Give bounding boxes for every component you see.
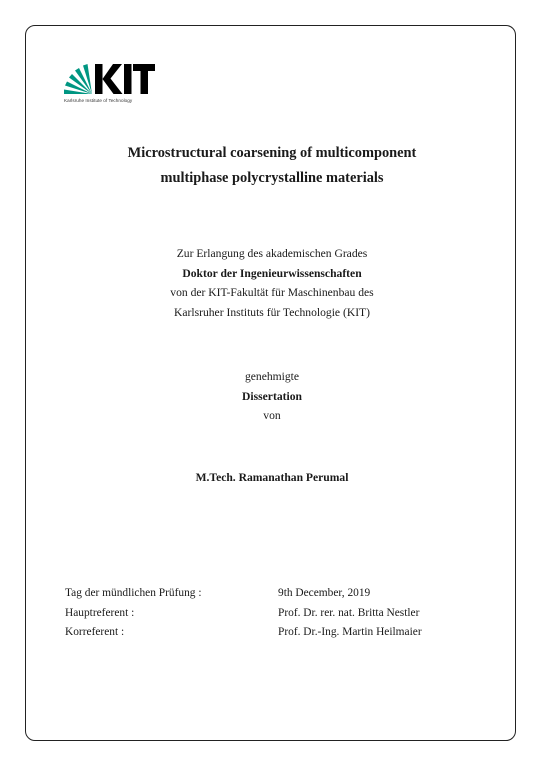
detail-label: Korreferent :	[65, 626, 125, 638]
title-line-1: Microstructural coarsening of multicomponent	[127, 145, 417, 161]
kit-logo-mark	[64, 62, 156, 98]
approval-line-2: Dissertation	[242, 389, 302, 403]
degree-line-1: Zur Erlangung des akademischen Grades	[176, 247, 368, 260]
kit-fan-icon	[64, 64, 92, 94]
detail-value: 9th December, 2019	[278, 587, 371, 599]
approval-line-3: von	[263, 409, 281, 422]
degree-name: Doktor der Ingenieurwissenschaften	[182, 266, 362, 280]
detail-row	[65, 604, 422, 624]
exam-details	[65, 584, 422, 643]
degree-statement	[40, 244, 504, 322]
dissertation-title	[40, 141, 504, 191]
detail-label: Tag der mündlichen Prüfung :	[65, 587, 202, 599]
kit-logo	[64, 62, 156, 106]
degree-line-4: Karlsruher Instituts für Technologie (KIT)	[173, 305, 370, 319]
detail-label: Hauptreferent :	[65, 606, 135, 619]
detail-value: Prof. Dr.-Ing. Martin Heilmaier	[278, 626, 422, 638]
detail-row	[65, 623, 422, 643]
kit-letters-icon	[95, 64, 155, 94]
approval-statement	[40, 367, 504, 426]
detail-row	[65, 584, 422, 604]
degree-line-3: von der KIT-Fakultät für Maschinenbau des	[170, 286, 374, 299]
author-name: M.Tech. Ramanathan Perumal	[195, 471, 349, 484]
title-line-2: multiphase polycrystalline materials	[160, 170, 384, 186]
approval-line-1: genehmigte	[244, 370, 300, 383]
detail-value: Prof. Dr. rer. nat. Britta Nestler	[278, 606, 420, 619]
kit-logo-subtitle: Karlsruhe Institute of Technology	[64, 98, 133, 103]
